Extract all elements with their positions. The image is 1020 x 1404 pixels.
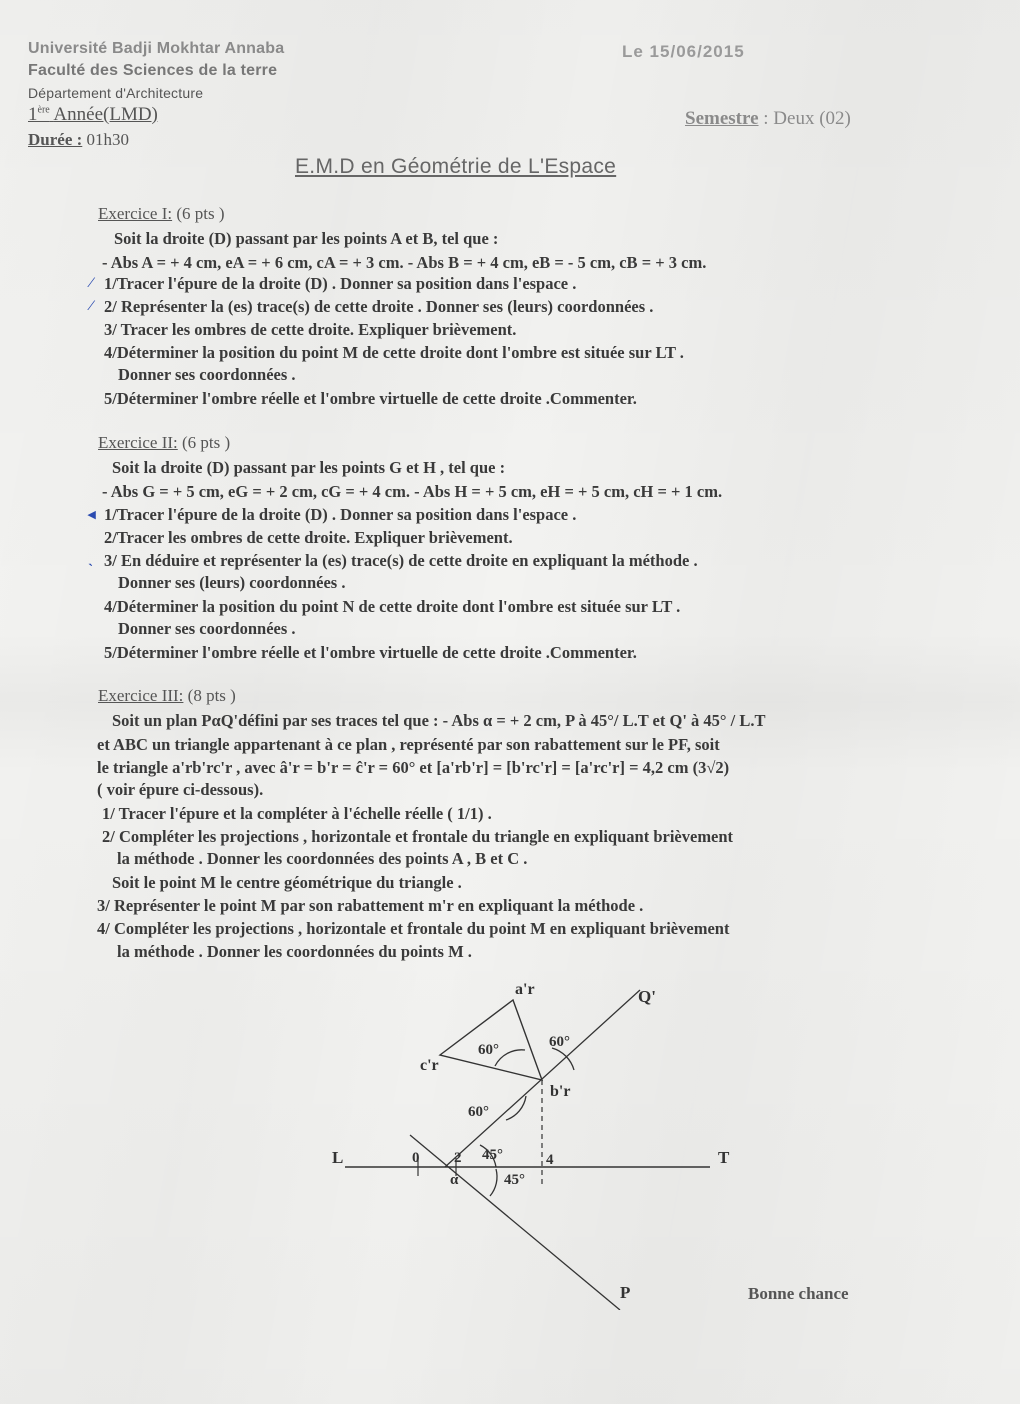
exercise2-data: - Abs G = + 5 cm, eG = + 2 cm, cG = + 4 cm. - Abs H = + 5 cm, eH = + 5 cm, cH = + 1 cm. bbox=[102, 482, 723, 501]
year-prefix: 1 bbox=[28, 104, 38, 125]
tick-4: 4 bbox=[546, 1152, 554, 1168]
label-t: T bbox=[718, 1148, 730, 1167]
q-trace-line bbox=[445, 990, 640, 1167]
pen-mark: ˎ bbox=[88, 551, 93, 567]
exercise3-q4a: 4/ Compléter les projections , horizontale et frontale du point M en expliquant brièvement bbox=[97, 919, 730, 938]
exercise2-q4a: 4/Déterminer la position du point N de cette droite dont l'ombre est située sur LT . bbox=[104, 597, 681, 616]
angle-label-45-a: 45° bbox=[482, 1147, 503, 1163]
page-title: E.M.D en Géométrie de L'Espace bbox=[295, 155, 617, 178]
exercise1-title: Exercice I: bbox=[98, 204, 173, 223]
exercise1-q4b: Donner ses coordonnées . bbox=[118, 365, 296, 384]
label-c-r: c'r bbox=[420, 1057, 439, 1074]
exercise3-points: (8 pts ) bbox=[187, 686, 236, 705]
year-label bbox=[28, 104, 158, 126]
label-p: P bbox=[620, 1283, 631, 1302]
exercise1-q2: 2/ Représenter la (es) trace(s) de cette droite . Donner ses (leurs) coordonnées . bbox=[104, 297, 654, 316]
year-text: Année(LMD) bbox=[53, 104, 158, 125]
exercise2-q5: 5/Déterminer l'ombre réelle et l'ombre virtuelle de cette droite .Commenter. bbox=[104, 643, 637, 662]
exercise2-q3b: Donner ses (leurs) coordonnées . bbox=[118, 573, 346, 592]
label-l: L bbox=[332, 1148, 344, 1167]
exercise3-m-intro: Soit le point M le centre géométrique du triangle . bbox=[112, 873, 462, 892]
exercise3-heading bbox=[98, 686, 236, 706]
exam-date: Le 15/06/2015 bbox=[622, 42, 745, 61]
angle-label-60-b: 60° bbox=[549, 1034, 570, 1050]
angle-arc-45-b bbox=[490, 1169, 497, 1196]
semester-row bbox=[685, 108, 851, 130]
semester-label: Semestre bbox=[685, 108, 759, 129]
duration-label: Durée : bbox=[28, 130, 83, 149]
tick-2: 2 bbox=[454, 1150, 462, 1166]
exercise3-q4b: la méthode . Donner les coordonnées du points M . bbox=[117, 942, 472, 961]
label-q: Q' bbox=[638, 987, 656, 1006]
exercise1-q3: 3/ Tracer les ombres de cette droite. Expliquer brièvement. bbox=[104, 320, 517, 339]
exercise1-heading bbox=[98, 204, 225, 224]
angle-label-45-b: 45° bbox=[504, 1172, 525, 1188]
university-name: Université Badji Mokhtar Annaba bbox=[28, 40, 285, 57]
exercise3-q2a: 2/ Compléter les projections , horizontale et frontale du triangle en expliquant brièvement bbox=[102, 827, 734, 846]
exercise3-l2: et ABC un triangle appartenant à ce plan , représenté par son rabattement sur le PF, soit bbox=[97, 735, 720, 754]
exercise2-heading bbox=[98, 433, 230, 453]
pen-mark: ⁄ bbox=[90, 298, 93, 314]
exercise3-l4: ( voir épure ci-dessous). bbox=[97, 780, 264, 799]
exercise1-data: - Abs A = + 4 cm, eA = + 6 cm, cA = + 3 cm. - Abs B = + 4 cm, eB = - 5 cm, cB = + 3 cm. bbox=[102, 253, 707, 272]
duration-value: 01h30 bbox=[86, 130, 130, 149]
p-trace-line bbox=[410, 1135, 620, 1310]
exercise1-q5: 5/Déterminer l'ombre réelle et l'ombre virtuelle de cette droite .Commenter. bbox=[104, 389, 637, 408]
exercise1-intro: Soit la droite (D) passant par les points A et B, tel que : bbox=[114, 229, 499, 248]
angle-label-60-a: 60° bbox=[478, 1042, 499, 1058]
exercise2-q1: 1/Tracer l'épure de la droite (D) . Donner sa position dans l'espace . bbox=[104, 505, 577, 524]
exercise2-q3a: 3/ En déduire et représenter la (es) trace(s) de cette droite en expliquant la méthode . bbox=[104, 551, 698, 570]
exercise2-points: (6 pts ) bbox=[182, 433, 231, 452]
exercise2-title: Exercice II: bbox=[98, 433, 178, 452]
semester-value: : Deux (02) bbox=[763, 108, 851, 129]
label-b-r: b'r bbox=[550, 1083, 571, 1100]
exercise2-q2: 2/Tracer les ombres de cette droite. Expliquer brièvement. bbox=[104, 528, 513, 547]
angle-arc-60-c bbox=[506, 1096, 526, 1120]
epure-figure bbox=[320, 970, 760, 1310]
tick-0: 0 bbox=[412, 1150, 420, 1166]
exercise3-l1: Soit un plan PαQ'défini par ses traces tel que : - Abs α = + 2 cm, P à 45°/ L.T et Q' à 45° / L.T bbox=[112, 711, 766, 730]
rabattement-triangle bbox=[440, 1000, 542, 1080]
faculty-name: Faculté des Sciences de la terre bbox=[28, 62, 278, 79]
exercise2-q4b: Donner ses coordonnées . bbox=[118, 619, 296, 638]
exercise1-points: (6 pts ) bbox=[176, 204, 225, 223]
exercise3-l3: le triangle a'rb'rc'r , avec â'r = b'r = ĉ'r = 60° et [a'rb'r] = [b'rc'r] = [a'rc'r] = 4,2 cm (3√2) bbox=[97, 758, 730, 777]
department-name: Département d'Architecture bbox=[28, 85, 204, 101]
duration-row bbox=[28, 130, 129, 150]
pen-mark: ◂ bbox=[88, 507, 96, 523]
exercise3-q3: 3/ Représenter le point M par son rabattement m'r en expliquant la méthode . bbox=[97, 896, 644, 915]
year-sup: ère bbox=[37, 104, 50, 116]
pen-mark: ⁄ bbox=[90, 275, 93, 291]
angle-label-60-c: 60° bbox=[468, 1104, 489, 1120]
angle-arc-60-a bbox=[495, 1050, 525, 1066]
exercise3-title: Exercice III: bbox=[98, 686, 184, 705]
exercise3-q2b: la méthode . Donner les coordonnées des points A , B et C . bbox=[117, 849, 528, 868]
label-a-r: a'r bbox=[515, 981, 535, 998]
label-alpha: α bbox=[450, 1172, 459, 1188]
exercise3-q1: 1/ Tracer l'épure et la compléter à l'échelle réelle ( 1/1) . bbox=[102, 804, 492, 823]
exercise2-intro: Soit la droite (D) passant par les points G et H , tel que : bbox=[112, 458, 506, 477]
footer-text: Bonne chance bbox=[748, 1284, 849, 1303]
exercise1-q4a: 4/Déterminer la position du point M de cette droite dont l'ombre est située sur LT . bbox=[104, 343, 684, 362]
exercise1-q1: 1/Tracer l'épure de la droite (D) . Donner sa position dans l'espace . bbox=[104, 274, 577, 293]
